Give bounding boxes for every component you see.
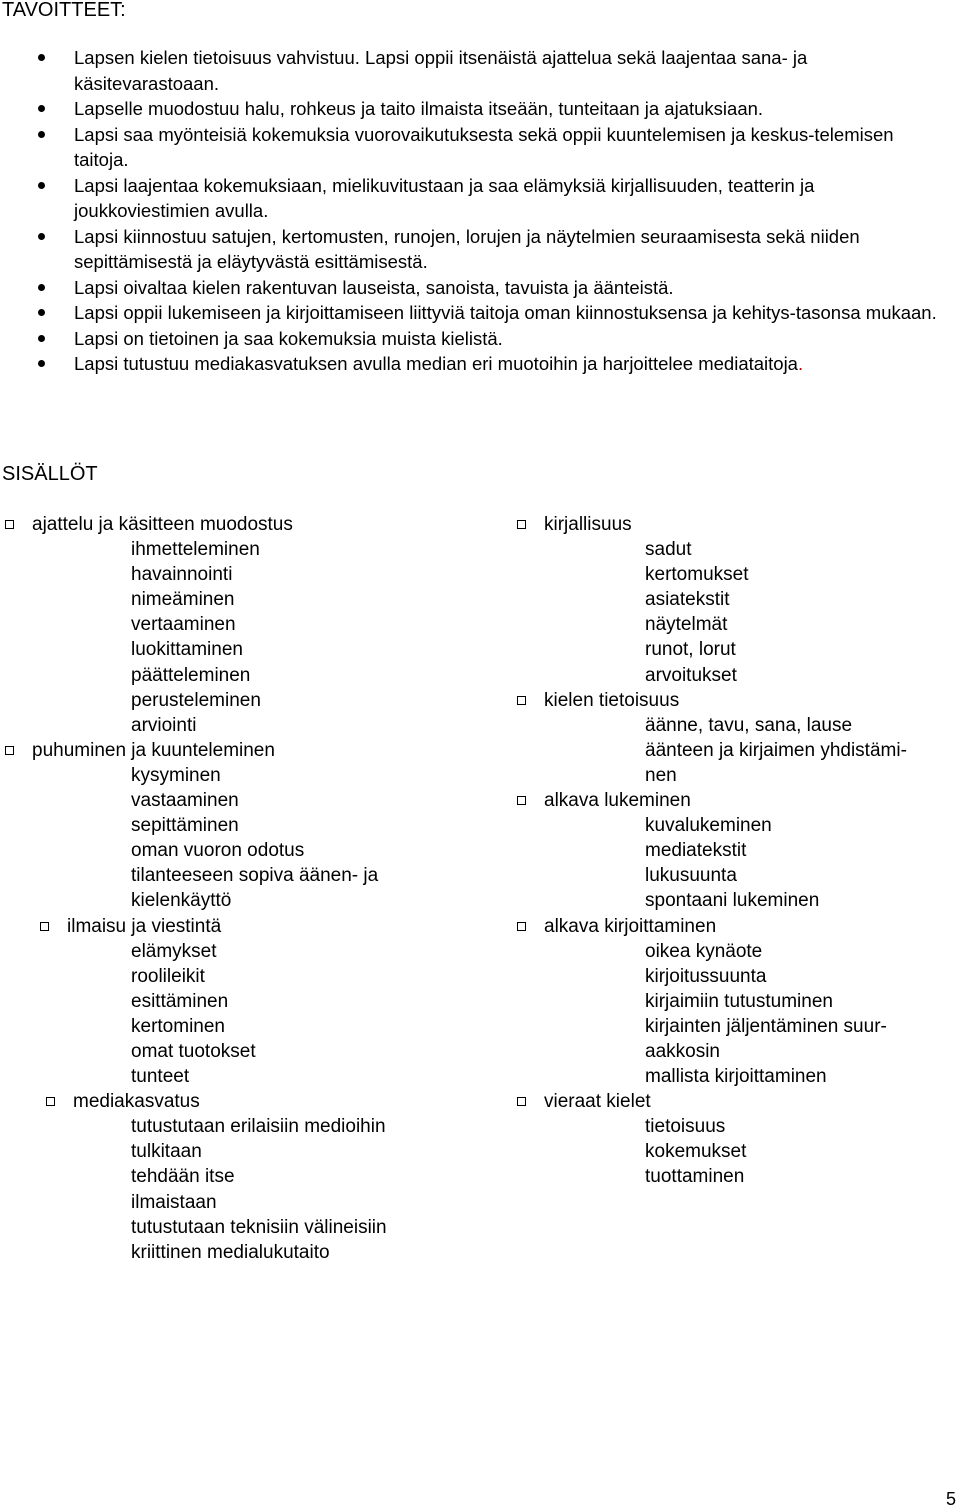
section-title-text: alkava kirjoittaminen — [544, 915, 717, 937]
page-number: 5 — [945, 1489, 956, 1509]
section-item: roolileikit — [131, 965, 205, 987]
goal-item: Lapsi saa myönteisiä kokemuksia vuorovaikutuksesta sekä oppii kuuntelemisen ja keskus-telemisen taitoja. — [0, 122, 960, 173]
section-title — [0, 1089, 480, 1114]
section-item: vertaaminen — [131, 614, 236, 636]
section-items — [512, 537, 952, 688]
section-title — [512, 914, 952, 939]
final-punct: . — [797, 353, 804, 374]
section-items — [512, 813, 952, 913]
section-title-text: puhuminen ja kuunteleminen — [32, 739, 275, 761]
section-title-text: ajattelu ja käsitteen muodostus — [32, 514, 293, 535]
section-title — [0, 512, 480, 537]
goal-item: Lapsi tutustuu mediakasvatuksen avulla median eri muotoihin ja harjoittelee mediataitoja. — [0, 351, 960, 377]
section-item: arvoitukset — [645, 664, 737, 686]
section-items — [0, 763, 480, 914]
section-title — [512, 688, 952, 713]
section-item: mallista kirjoittaminen — [645, 1066, 827, 1088]
section-item: kriittinen medialukutaito — [131, 1241, 330, 1263]
section-item: tulkitaan — [131, 1141, 202, 1163]
section-item: asiatekstit — [645, 589, 730, 611]
section-item: nen — [645, 764, 677, 786]
section-item: tuottaminen — [645, 1166, 745, 1188]
section-item: kirjoitussuunta — [645, 965, 767, 987]
section-item: elämykset — [131, 940, 217, 962]
section-title — [0, 738, 480, 763]
section-item: havainnointi — [131, 564, 233, 586]
section-item: tilanteeseen sopiva äänen- ja — [131, 865, 379, 887]
section-title-text: alkava lukeminen — [544, 790, 691, 812]
section-items — [512, 1114, 952, 1189]
checkbox-bullet-icon — [517, 796, 526, 805]
section-item: oman vuoron odotus — [131, 840, 305, 862]
content-section — [512, 512, 952, 688]
checkbox-bullet-icon — [5, 746, 14, 755]
goal-item: Lapsen kielen tietoisuus vahvistuu. Lapsi oppii itsenäistä ajattelua sekä laajentaa sana- ja käsitevarastoaan. — [0, 45, 960, 96]
section-item: nimeäminen — [131, 589, 235, 611]
section-item: kertominen — [131, 1015, 225, 1037]
section-title-text: ilmaisu ja viestintä — [67, 915, 222, 937]
goals-heading: TAVOITTEET: — [2, 0, 126, 21]
content-section — [0, 1089, 480, 1265]
section-item: spontaani lukeminen — [645, 890, 820, 912]
checkbox-bullet-icon — [40, 922, 49, 931]
checkbox-bullet-icon — [517, 696, 526, 705]
section-title — [0, 914, 480, 939]
section-item: kysyminen — [131, 764, 221, 786]
goal-item: Lapsi on tietoinen ja saa kokemuksia muista kielistä. — [0, 326, 960, 352]
section-item: tutustutaan teknisiin välineisiin — [131, 1216, 387, 1238]
section-item: arviointi — [131, 714, 197, 736]
section-item: tunteet — [131, 1066, 190, 1088]
content-section — [512, 914, 952, 1090]
section-item: näytelmät — [645, 614, 728, 636]
goal-item: Lapsi oppii lukemiseen ja kirjoittamiseen liittyviä taitoja oman kiinnostuksensa ja kehitys-tasonsa mukaan. — [0, 300, 960, 326]
section-item: tutustutaan erilaisiin medioihin — [131, 1116, 386, 1138]
section-item: runot, lorut — [645, 639, 736, 661]
section-item: kuvalukeminen — [645, 815, 772, 837]
section-item: luokittaminen — [131, 639, 243, 661]
section-title-text: vieraat kielet — [544, 1091, 651, 1113]
section-title-text: kirjallisuus — [544, 514, 632, 535]
section-item: kielenkäyttö — [131, 890, 232, 912]
section-item: päätteleminen — [131, 664, 251, 686]
section-title — [512, 788, 952, 813]
section-item: esittäminen — [131, 990, 229, 1012]
checkbox-bullet-icon — [517, 922, 526, 931]
section-items — [0, 537, 480, 738]
checkbox-bullet-icon — [517, 520, 526, 529]
section-item: äänne, tavu, sana, lause — [645, 714, 853, 736]
contents-right-column — [512, 512, 952, 1190]
section-item: ihmetteleminen — [131, 539, 260, 561]
section-item: omat tuotokset — [131, 1040, 256, 1062]
section-item: kokemukset — [645, 1141, 747, 1163]
section-item: kertomukset — [645, 564, 749, 586]
section-item: sadut — [645, 539, 692, 561]
checkbox-bullet-icon — [517, 1097, 526, 1106]
section-item: tietoisuus — [645, 1116, 726, 1138]
content-section — [512, 788, 952, 913]
goals-list — [0, 45, 960, 377]
section-title-text: kielen tietoisuus — [544, 689, 680, 711]
content-section — [0, 512, 480, 738]
section-items — [512, 713, 952, 788]
section-item: aakkosin — [645, 1040, 720, 1062]
content-section — [512, 688, 952, 788]
section-item: perusteleminen — [131, 689, 261, 711]
section-items — [0, 939, 480, 1090]
section-item: sepittäminen — [131, 815, 239, 837]
content-section — [0, 738, 480, 914]
section-item: vastaaminen — [131, 790, 239, 812]
section-items — [512, 939, 952, 1090]
content-section — [512, 1089, 952, 1189]
goal-item: Lapsi laajentaa kokemuksiaan, mielikuvitustaan ja saa elämyksiä kirjallisuuden, teatterin ja joukkoviestimien avulla. — [0, 173, 960, 224]
goal-item: Lapsi oivaltaa kielen rakentuvan lauseista, sanoista, tavuista ja äänteistä. — [0, 275, 960, 301]
section-item: ilmaistaan — [131, 1191, 217, 1213]
section-item: äänteen ja kirjaimen yhdistämi- — [645, 739, 907, 761]
section-item: tehdään itse — [131, 1166, 235, 1188]
section-title-text: mediakasvatus — [73, 1091, 200, 1113]
section-item: oikea kynäote — [645, 940, 763, 962]
goal-item: Lapselle muodostuu halu, rohkeus ja taito ilmaista itseään, tunteitaan ja ajatuksiaan. — [0, 96, 960, 122]
goal-item: Lapsi kiinnostuu satujen, kertomusten, runojen, lorujen ja näytelmien seuraamisesta sekä niiden sepittämisestä ja eläytyvästä esittämisestä. — [0, 224, 960, 275]
section-item: mediatekstit — [645, 840, 747, 862]
section-title — [512, 1089, 952, 1114]
content-section — [0, 914, 480, 1090]
section-item: kirjainten jäljentäminen suur- — [645, 1015, 887, 1037]
section-item: lukusuunta — [645, 865, 737, 887]
contents-left-column — [0, 512, 480, 1265]
contents-heading: SISÄLLÖT — [2, 463, 98, 485]
checkbox-bullet-icon — [5, 520, 14, 529]
section-title — [512, 512, 952, 537]
section-item: kirjaimiin tutustuminen — [645, 990, 833, 1012]
checkbox-bullet-icon — [46, 1097, 55, 1106]
section-items — [0, 1114, 480, 1265]
